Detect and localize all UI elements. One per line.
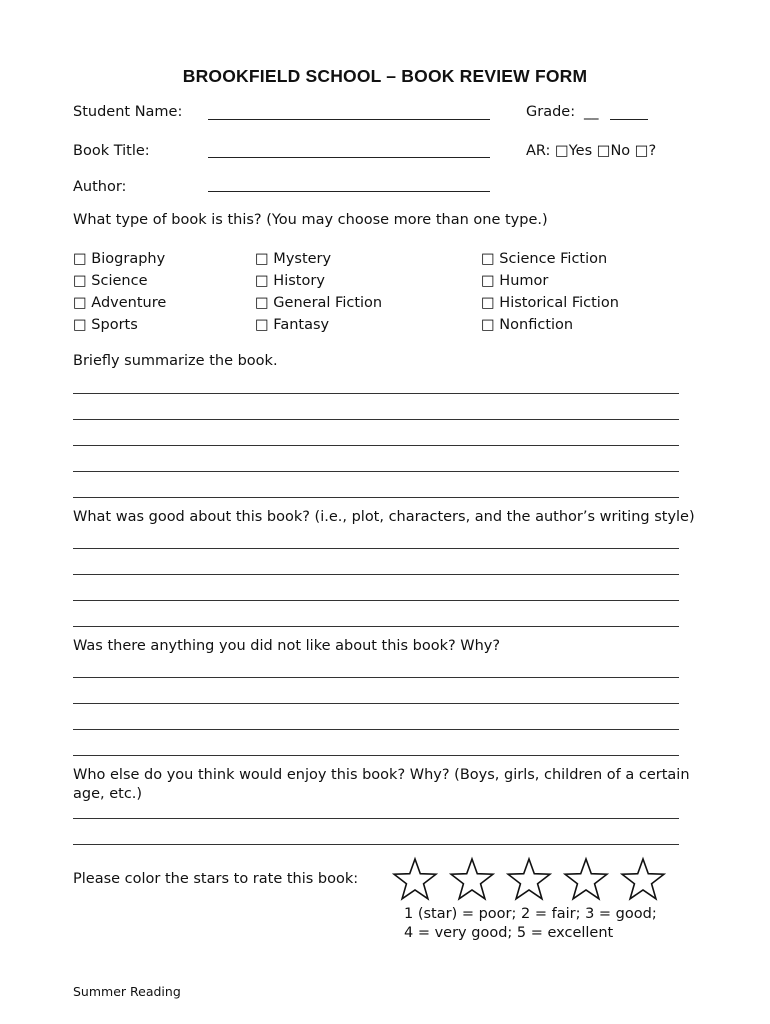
star-icon[interactable] [449, 856, 495, 902]
type-option-biography[interactable]: □ Biography [73, 251, 166, 267]
star-icon[interactable] [506, 856, 552, 902]
summary-question: Briefly summarize the book. [73, 353, 278, 369]
dislike-line[interactable] [73, 755, 679, 756]
star-icon[interactable] [563, 856, 609, 902]
student-name-field[interactable] [208, 119, 490, 120]
type-option-mystery[interactable]: □ Mystery [255, 251, 332, 267]
who-else-question-cont: age, etc.) [73, 786, 143, 802]
author-field[interactable] [208, 191, 490, 192]
good-line[interactable] [73, 548, 679, 549]
type-option-fantasy[interactable]: □ Fantasy [255, 317, 330, 333]
summary-line[interactable] [73, 419, 679, 420]
footer-text: Summer Reading [73, 984, 181, 999]
type-option-science-fiction[interactable]: □ Science Fiction [481, 251, 608, 267]
form-title: BROOKFIELD SCHOOL – BOOK REVIEW FORM [182, 66, 588, 86]
dislike-line[interactable] [73, 729, 679, 730]
book-title-field[interactable] [208, 157, 490, 158]
grade-field[interactable] [610, 119, 648, 120]
dislike-line[interactable] [73, 703, 679, 704]
dislike-question: Was there anything you did not like about this book? Why? [73, 638, 501, 654]
author-label: Author: [73, 179, 127, 195]
book-title-label: Book Title: [73, 143, 150, 159]
type-option-historical-fiction[interactable]: □ Historical Fiction [481, 295, 619, 311]
good-line[interactable] [73, 574, 679, 575]
star-icon[interactable] [620, 856, 666, 902]
good-line[interactable] [73, 600, 679, 601]
good-question: What was good about this book? (i.e., plot, characters, and the author’s writing style) [73, 509, 695, 525]
summary-line[interactable] [73, 393, 679, 394]
good-line[interactable] [73, 626, 679, 627]
dislike-line[interactable] [73, 677, 679, 678]
star-icon[interactable] [392, 856, 438, 902]
type-option-sports[interactable]: □ Sports [73, 317, 138, 333]
star-rating[interactable] [392, 856, 676, 900]
type-option-humor[interactable]: □ Humor [481, 273, 549, 289]
ar-checkboxes[interactable]: AR: □Yes □No □? [526, 143, 657, 159]
rating-scale-line: 1 (star) = poor; 2 = fair; 3 = good; [404, 906, 657, 922]
grade-blank: __ [584, 104, 599, 120]
type-option-general-fiction[interactable]: □ General Fiction [255, 295, 383, 311]
type-option-nonfiction[interactable]: □ Nonfiction [481, 317, 574, 333]
who-else-line[interactable] [73, 844, 679, 845]
book-type-question: What type of book is this? (You may choose more than one type.) [73, 212, 548, 228]
summary-line[interactable] [73, 445, 679, 446]
rating-scale-line: 4 = very good; 5 = excellent [404, 925, 614, 941]
type-option-science[interactable]: □ Science [73, 273, 148, 289]
who-else-line[interactable] [73, 818, 679, 819]
grade-label: Grade: [526, 104, 576, 120]
summary-line[interactable] [73, 471, 679, 472]
who-else-question: Who else do you think would enjoy this book? Why? (Boys, girls, children of a certain [73, 767, 690, 783]
student-name-label: Student Name: [73, 104, 183, 120]
summary-line[interactable] [73, 497, 679, 498]
type-option-adventure[interactable]: □ Adventure [73, 295, 167, 311]
type-option-history[interactable]: □ History [255, 273, 325, 289]
rating-prompt: Please color the stars to rate this book: [73, 871, 359, 887]
rating-scale [404, 905, 657, 943]
